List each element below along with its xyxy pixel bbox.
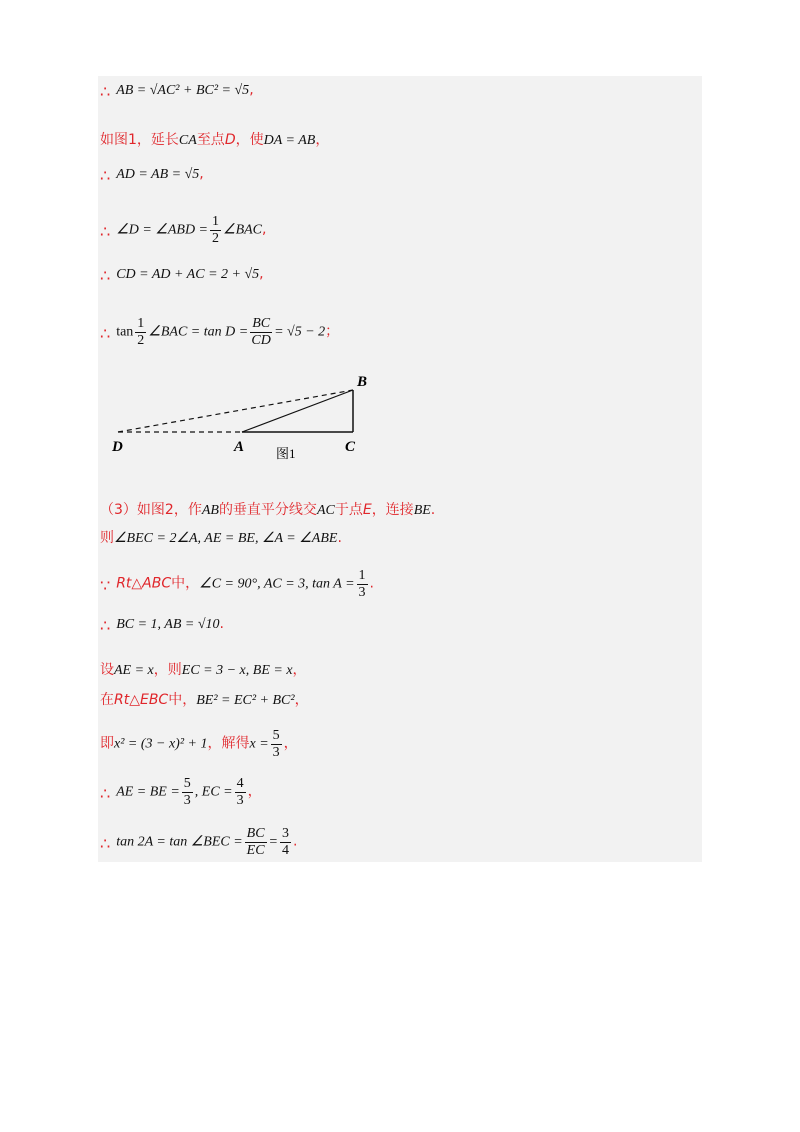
because-symbol: ∵ bbox=[100, 575, 111, 595]
segment-AB bbox=[242, 390, 353, 432]
label-C: C bbox=[345, 439, 356, 455]
punctuation: . bbox=[337, 530, 342, 546]
equation: AD = AB = √5 bbox=[116, 167, 200, 182]
line-9 bbox=[100, 568, 374, 601]
equation: = √5 − 2 bbox=[274, 324, 326, 340]
equation: x = bbox=[249, 736, 269, 752]
segment-DB bbox=[118, 390, 353, 432]
text: 中， bbox=[171, 575, 200, 592]
text: 的垂直平分线交 bbox=[218, 502, 317, 518]
text: 在 bbox=[100, 692, 114, 708]
line-2 bbox=[100, 130, 329, 151]
line-11 bbox=[100, 660, 307, 681]
line-7 bbox=[100, 500, 435, 521]
text: 设 bbox=[100, 662, 114, 678]
text: 于点 bbox=[334, 502, 363, 518]
equation: EC = 3 − x, BE = x bbox=[181, 663, 293, 678]
fraction: $\frac{5}{3}$ bbox=[183, 776, 191, 808]
text: 即 bbox=[100, 735, 114, 752]
line-4 bbox=[100, 214, 266, 247]
fraction: $\frac{5}{3}$ bbox=[272, 728, 280, 760]
text: ，连接 bbox=[371, 502, 414, 518]
fraction: $\frac{BC}{CD}$ bbox=[251, 316, 271, 348]
punctuation: ， bbox=[294, 692, 309, 708]
equation: ∠BAC = tan D = bbox=[148, 324, 249, 340]
therefore-symbol: ∴ bbox=[100, 833, 111, 853]
therefore-symbol: ∴ bbox=[100, 616, 111, 635]
punctuation: ； bbox=[325, 323, 340, 340]
therefore-symbol: ∴ bbox=[100, 266, 111, 285]
line-6 bbox=[100, 316, 339, 349]
therefore-symbol: ∴ bbox=[100, 221, 111, 241]
equation: tan bbox=[116, 324, 134, 340]
therefore-symbol: ∴ bbox=[100, 82, 111, 101]
point: E bbox=[362, 502, 372, 518]
therefore-symbol: ∴ bbox=[100, 166, 111, 185]
segment: AC bbox=[316, 503, 335, 518]
equation: AE = x bbox=[114, 663, 154, 678]
fraction: $\frac{BC}{EC}$ bbox=[246, 826, 265, 858]
line-10 bbox=[100, 614, 224, 636]
triangle: Rt△ABC bbox=[116, 575, 172, 592]
line-12 bbox=[100, 690, 309, 711]
punctuation: , bbox=[199, 166, 204, 182]
punctuation: ， bbox=[283, 735, 298, 752]
triangle: Rt△EBC bbox=[114, 692, 169, 708]
point: D bbox=[224, 132, 236, 148]
text: 至点 bbox=[196, 132, 225, 148]
equation: , EC = bbox=[194, 784, 233, 800]
line-14 bbox=[100, 776, 262, 809]
figure-1 bbox=[100, 368, 380, 468]
text: ，使 bbox=[235, 132, 264, 148]
segment: CA bbox=[178, 133, 197, 148]
figure-caption: 图1 bbox=[276, 446, 296, 461]
equation: DA = AB bbox=[263, 133, 316, 148]
equation: CD = AD + AC = 2 + √5 bbox=[116, 267, 260, 282]
punctuation: , bbox=[262, 221, 267, 238]
punctuation: ， bbox=[315, 132, 330, 148]
punctuation: ， bbox=[292, 662, 307, 678]
punctuation: . bbox=[369, 575, 374, 592]
label-A: A bbox=[234, 439, 245, 455]
line-13 bbox=[100, 728, 298, 761]
fraction: $\frac{1}{2}$ bbox=[212, 214, 220, 246]
line-1 bbox=[100, 80, 254, 102]
fraction: $\frac{1}{2}$ bbox=[137, 316, 145, 348]
equation: ∠D = ∠ABD = bbox=[116, 222, 209, 238]
therefore-symbol: ∴ bbox=[100, 323, 111, 343]
punctuation: . bbox=[219, 616, 224, 632]
text: 中， bbox=[168, 692, 197, 708]
equation: ∠BAC bbox=[223, 222, 263, 238]
equation: BC = 1, AB = √10 bbox=[116, 617, 220, 632]
line-8 bbox=[100, 528, 342, 549]
punctuation: ， bbox=[247, 783, 262, 800]
fraction: $\frac{1}{3}$ bbox=[358, 568, 366, 600]
equation: x² = (3 − x)² + 1 bbox=[114, 736, 208, 752]
line-3 bbox=[100, 164, 204, 186]
fraction: $\frac{4}{3}$ bbox=[236, 776, 244, 808]
text: （3）如图2，作 bbox=[100, 502, 202, 518]
equation: ∠C = 90°, AC = 3, tan A = bbox=[199, 576, 355, 592]
segment: BE bbox=[413, 503, 431, 518]
equation: AE = BE = bbox=[116, 784, 180, 800]
equation: BE² = EC² + BC² bbox=[196, 693, 295, 708]
text: 如图1，延长 bbox=[100, 132, 179, 148]
therefore-symbol: ∴ bbox=[100, 783, 111, 803]
equation: = bbox=[268, 834, 278, 850]
text: ，则 bbox=[153, 662, 182, 678]
label-B: B bbox=[357, 374, 368, 390]
segment: AB bbox=[201, 503, 219, 518]
punctuation: , bbox=[259, 266, 264, 282]
equation: tan 2A = tan ∠BEC = bbox=[116, 834, 243, 850]
text: 则 bbox=[100, 530, 114, 546]
label-D: D bbox=[112, 439, 123, 455]
punctuation: . bbox=[293, 833, 298, 850]
punctuation: . bbox=[430, 502, 436, 518]
punctuation: , bbox=[249, 82, 254, 98]
line-5 bbox=[100, 264, 264, 286]
fraction: $\frac{3}{4}$ bbox=[282, 826, 289, 858]
equation: ∠BEC = 2∠A, AE = BE, ∠A = ∠ABE bbox=[114, 531, 338, 546]
line-15 bbox=[100, 826, 297, 859]
equation: AB = √AC² + BC² = √5 bbox=[116, 83, 250, 98]
text: ，解得 bbox=[207, 735, 250, 752]
